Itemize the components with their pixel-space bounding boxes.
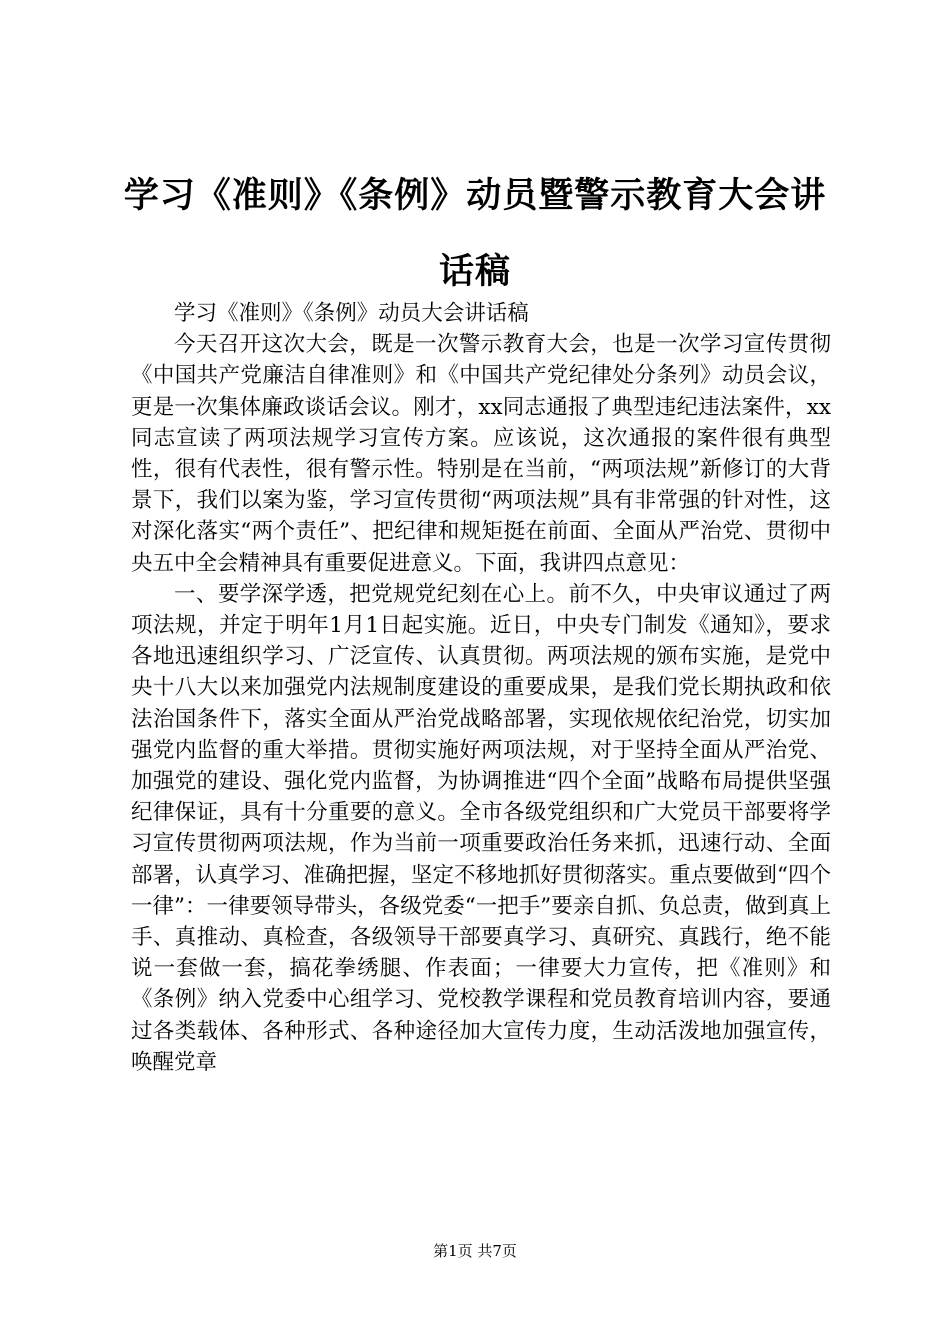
body-paragraph: 一、要学深学透，把党规党纪刻在心上。前不久，中央审议通过了两项法规，并定于明年1月1日起实施。近日，中央专门制发《通知》，要求各地迅速组织学习、广泛宣传、认真贯彻。两项法规的颁布实施，是党中央十八大以来加强党内法规制度建设的重要成果，是我们党长期执政和依法治国条件下，落实全面从严治党战略部署，实现依规依纪治党，切实加强党内监督的重大举措。贯彻实施好两项法规，对于坚持全面从严治党、加强党的建设、强化党内监督，为协调推进“四个全面”战略布局提供坚强纪律保证，具有十分重要的意义。全市各级党组织和广大党员干部要将学习宣传贯彻两项法规，作为当前一项重要政治任务来抓，迅速行动、全面部署，认真学习、准确把握，坚定不移地抓好贯彻落实。重点要做到“四个一律”：一律要领导带头，各级党委“一把手”要亲自抓、负总责，做到真上手、真推动、真检查，各级领导干部要真学习、真研究、真践行，绝不能说一套做一套，搞花拳绣腿、作表面；一律要大力宣传，把《准则》和《条例》纳入党委中心组学习、党校教学课程和党员教育培训内容，要通过各类载体、各种形式、各种途径加大宣传力度，生动活泼地加强宣传，唤醒党章: [131, 581, 831, 1075]
document-body: [131, 298, 831, 1078]
body-paragraph: 今天召开这次大会，既是一次警示教育大会，也是一次学习宣传贯彻《中国共产党廉洁自律准则》和《中国共产党纪律处分条列》动员会议，更是一次集体廉政谈话会议。刚才，xx同志通报了典型违纪违法案件，xx同志宣读了两项法规学习宣传方案。应该说，这次通报的案件很有典型性，很有代表性，很有警示性。特别是在当前，“两项法规”新修订的大背景下，我们以案为鉴，学习宣传贯彻“两项法规”具有非常强的针对性，这对深化落实“两个责任”、把纪律和规矩挺在前面、全面从严治党、贯彻中央五中全会精神具有重要促进意义。下面，我讲四点意见：: [131, 332, 831, 576]
subtitle-paragraph: 学习《准则》《条例》动员大会讲话稿: [174, 301, 529, 326]
document-title: 学习《准则》《条例》动员暨警示教育大会讲话稿: [123, 176, 827, 292]
page-footer: 第1页 共7页: [433, 1242, 517, 1260]
